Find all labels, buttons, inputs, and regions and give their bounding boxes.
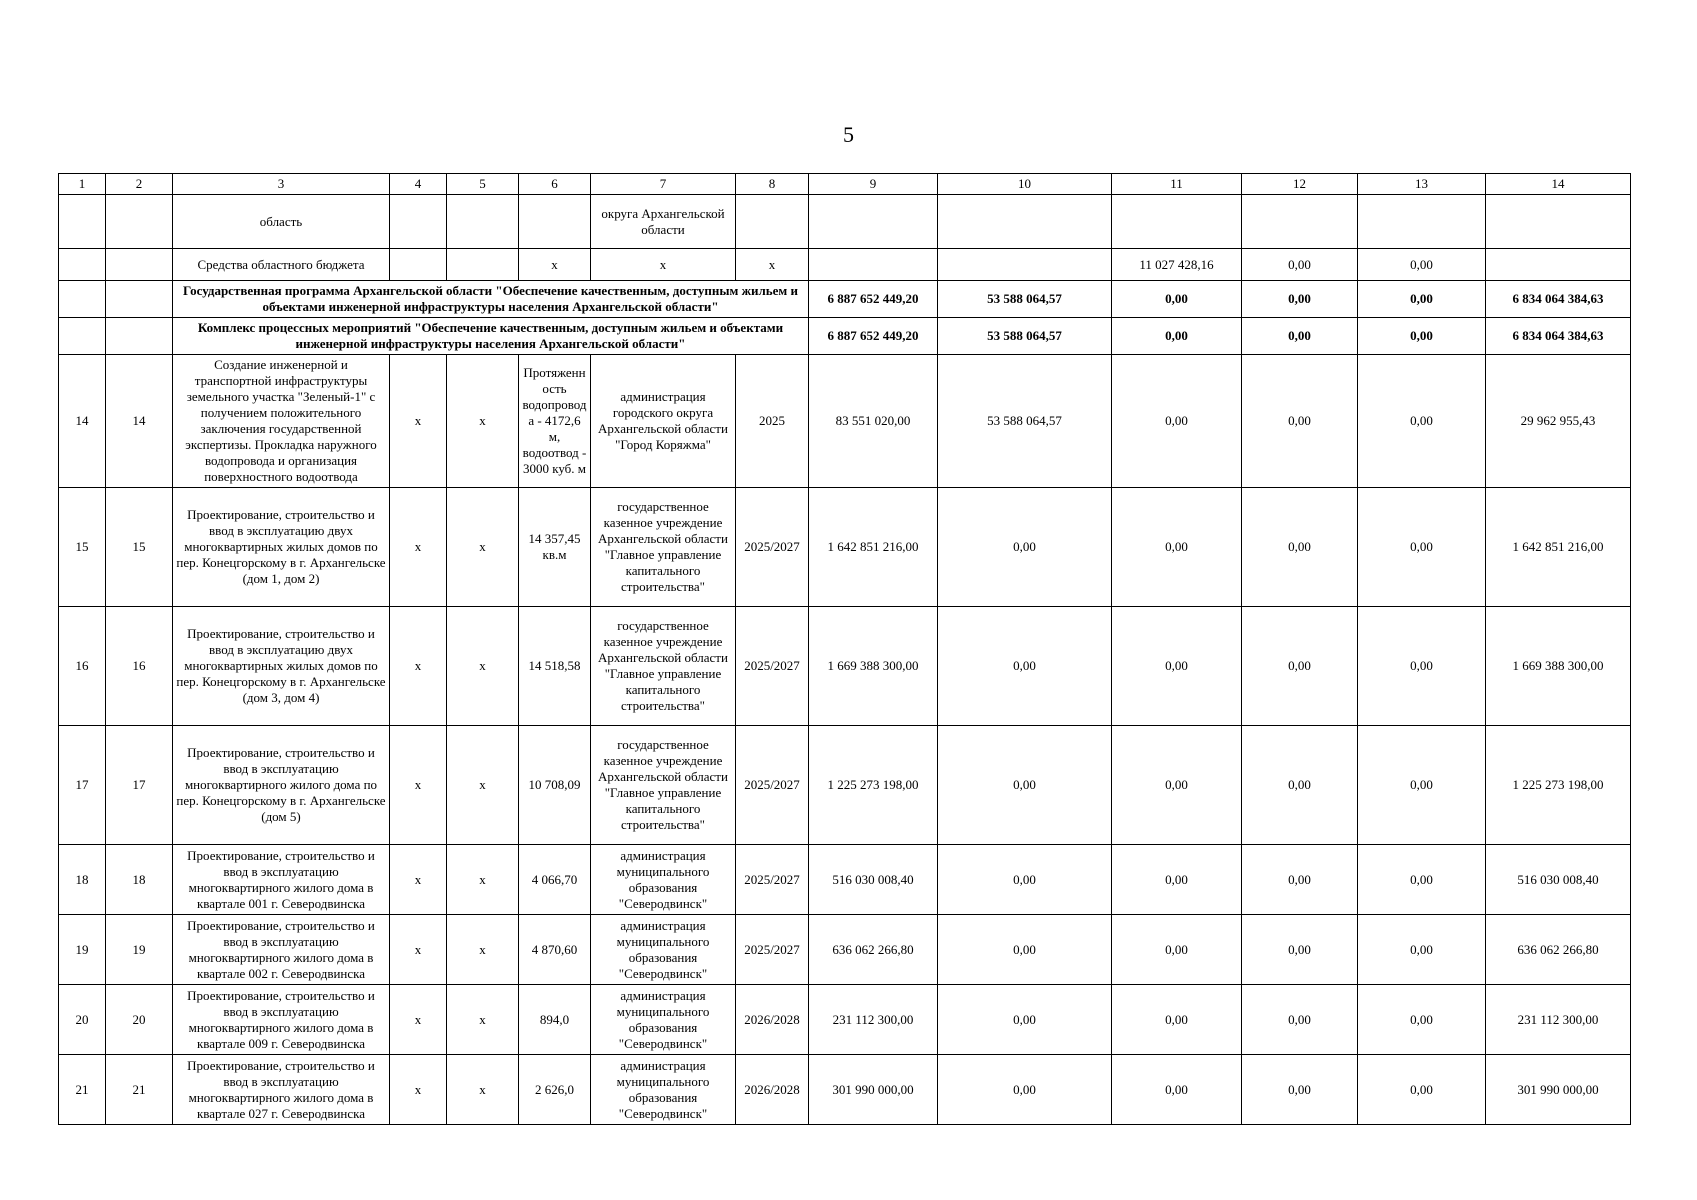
process-complex-row — [59, 318, 1631, 355]
amount-cell: 11 027 428,16 — [1112, 249, 1242, 281]
state-program-row — [59, 281, 1631, 318]
activity-name: Проектирование, строительство и ввод в эксплуатацию многоквартирного жилого дома в квартале 001 г. Северодвинска — [173, 845, 390, 915]
executor: государственное казенное учреждение Архангельской области "Главное управление капитального строительства" — [591, 726, 736, 845]
table-row: 16 16 Проектирование, строительство и ввод в эксплуатацию двух многоквартирных жилых домов по пер. Конецгорскому в г. Архангельске (дом 3, дом 4) x x 14 518,58 государственное казенное учреждение Архангельской области "Главное управление капитального строительства" 2025/2027 1 669 388 300,00 0,00 0,00 0,00 0,00 1 669 388 300,00 — [59, 607, 1631, 726]
activity-name: Проектирование, строительство и ввод в эксплуатацию многоквартирного жилого дома по пер. Конецгорскому в г. Архангельске (дом 5) — [173, 726, 390, 845]
capacity: 894,0 — [519, 985, 591, 1055]
table-row: 17 17 Проектирование, строительство и ввод в эксплуатацию многоквартирного жилого дома по пер. Конецгорскому в г. Архангельске (дом 5) x x 10 708,09 государственное казенное учреждение Архангельской области "Главное управление капитального строительства" 2025/2027 1 225 273 198,00 0,00 0,00 0,00 0,00 1 225 273 198,00 — [59, 726, 1631, 845]
cell-x: x — [736, 249, 809, 281]
period: 2025 — [736, 355, 809, 488]
table-row: 18 18 Проектирование, строительство и ввод в эксплуатацию многоквартирного жилого дома в квартале 001 г. Северодвинска x x 4 066,70 администрация муниципального образования "Северодвинск" 2025/2027 516 030 008,40 0,00 0,00 0,00 0,00 516 030 008,40 — [59, 845, 1631, 915]
activity-name: Проектирование, строительство и ввод в эксплуатацию многоквартирного жилого дома в квартале 027 г. Северодвинска — [173, 1055, 390, 1125]
executor: администрация муниципального образования "Северодвинск" — [591, 845, 736, 915]
period: 2025/2027 — [736, 915, 809, 985]
col-header: 4 — [390, 174, 447, 195]
capacity: 4 066,70 — [519, 845, 591, 915]
period: 2026/2028 — [736, 985, 809, 1055]
amount-cell: 0,00 — [1358, 249, 1486, 281]
col-header: 10 — [938, 174, 1112, 195]
executor: государственное казенное учреждение Архангельской области "Главное управление капитального строительства" — [591, 488, 736, 607]
col-header: 6 — [519, 174, 591, 195]
continuation-text: область — [173, 195, 390, 249]
table-row: 21 21 Проектирование, строительство и ввод в эксплуатацию многоквартирного жилого дома в квартале 027 г. Северодвинска x x 2 626,0 администрация муниципального образования "Северодвинск" 2026/2028 301 990 000,00 0,00 0,00 0,00 0,00 301 990 000,00 — [59, 1055, 1631, 1125]
total-cell: 0,00 — [1112, 318, 1242, 355]
capacity: 14 357,45 кв.м — [519, 488, 591, 607]
total-cell: 0,00 — [1242, 281, 1358, 318]
process-complex-title: Комплекс процессных мероприятий "Обеспечение качественным, доступным жильем и объектами инженерной инфраструктуры населения Архангельской области" — [173, 318, 809, 355]
page-number: 5 — [843, 122, 854, 147]
total-cell: 0,00 — [1358, 281, 1486, 318]
cell-x: x — [591, 249, 736, 281]
col-header: 5 — [447, 174, 519, 195]
activity-name: Проектирование, строительство и ввод в эксплуатацию многоквартирного жилого дома в квартале 002 г. Северодвинска — [173, 915, 390, 985]
total-cell: 6 834 064 384,63 — [1486, 281, 1631, 318]
period: 2026/2028 — [736, 1055, 809, 1125]
table-row: 15 15 Проектирование, строительство и ввод в эксплуатацию двух многоквартирных жилых домов по пер. Конецгорскому в г. Архангельске (дом 1, дом 2) x x 14 357,45 кв.м государственное казенное учреждение Архангельской области "Главное управление капитального строительства" 2025/2027 1 642 851 216,00 0,00 0,00 0,00 0,00 1 642 851 216,00 — [59, 488, 1631, 607]
col-header: 8 — [736, 174, 809, 195]
executor: администрация городского округа Архангельской области "Город Коряжма" — [591, 355, 736, 488]
period: 2025/2027 — [736, 845, 809, 915]
executor: администрация муниципального образования "Северодвинск" — [591, 1055, 736, 1125]
capacity: Протяженность водопровода - 4172,6 м, водоотвод - 3000 куб. м — [519, 355, 591, 488]
total-cell: 0,00 — [1358, 318, 1486, 355]
activity-name: Проектирование, строительство и ввод в эксплуатацию двух многоквартирных жилых домов по пер. Конецгорскому в г. Архангельске (дом 3, дом 4) — [173, 607, 390, 726]
capacity: 14 518,58 — [519, 607, 591, 726]
col-header: 2 — [106, 174, 173, 195]
total-cell: 6 834 064 384,63 — [1486, 318, 1631, 355]
total-cell: 0,00 — [1112, 281, 1242, 318]
capacity: 2 626,0 — [519, 1055, 591, 1125]
col-header: 1 — [59, 174, 106, 195]
total-cell: 6 887 652 449,20 — [809, 281, 938, 318]
total-cell: 0,00 — [1242, 318, 1358, 355]
table-row: 19 19 Проектирование, строительство и ввод в эксплуатацию многоквартирного жилого дома в квартале 002 г. Северодвинска x x 4 870,60 администрация муниципального образования "Северодвинск" 2025/2027 636 062 266,80 0,00 0,00 0,00 0,00 636 062 266,80 — [59, 915, 1631, 985]
budget-table — [58, 173, 1631, 1125]
total-cell: 6 887 652 449,20 — [809, 318, 938, 355]
table-row: 14 14 Создание инженерной и транспортной инфраструктуры земельного участка "Зеленый-1" с получением положительного заключения государственной экспертизы. Прокладка наружного водопровода и организация поверхностного водоотвода x x Протяженность водопровода - 4172,6 м, водоотвод - 3000 куб. м администрация городского округа Архангельской области "Город Коряжма" 2025 83 551 020,00 53 588 064,57 0,00 0,00 0,00 29 962 955,43 — [59, 355, 1631, 488]
activity-name: Создание инженерной и транспортной инфраструктуры земельного участка "Зеленый-1" с получением положительного заключения государственной экспертизы. Прокладка наружного водопровода и организация поверхностного водоотвода — [173, 355, 390, 488]
executor: администрация муниципального образования "Северодвинск" — [591, 915, 736, 985]
continuation-row — [59, 195, 1631, 249]
col-header: 3 — [173, 174, 390, 195]
regional-budget-row — [59, 249, 1631, 281]
total-cell: 53 588 064,57 — [938, 281, 1112, 318]
table-row: 20 20 Проектирование, строительство и ввод в эксплуатацию многоквартирного жилого дома в квартале 009 г. Северодвинска x x 894,0 администрация муниципального образования "Северодвинск" 2026/2028 231 112 300,00 0,00 0,00 0,00 0,00 231 112 300,00 — [59, 985, 1631, 1055]
col-header: 12 — [1242, 174, 1358, 195]
capacity: 10 708,09 — [519, 726, 591, 845]
col-header: 14 — [1486, 174, 1631, 195]
period: 2025/2027 — [736, 726, 809, 845]
activity-name: Проектирование, строительство и ввод в эксплуатацию двух многоквартирных жилых домов по пер. Конецгорскому в г. Архангельске (дом 1, дом 2) — [173, 488, 390, 607]
state-program-title: Государственная программа Архангельской области "Обеспечение качественным, доступным жильем и объектами инженерной инфраструктуры населения Архангельской области" — [173, 281, 809, 318]
col-header: 13 — [1358, 174, 1486, 195]
period: 2025/2027 — [736, 607, 809, 726]
funding-source: Средства областного бюджета — [173, 249, 390, 281]
capacity: 4 870,60 — [519, 915, 591, 985]
executor: государственное казенное учреждение Архангельской области "Главное управление капитального строительства" — [591, 607, 736, 726]
col-header: 7 — [591, 174, 736, 195]
amount-cell: 0,00 — [1242, 249, 1358, 281]
period: 2025/2027 — [736, 488, 809, 607]
activity-name: Проектирование, строительство и ввод в эксплуатацию многоквартирного жилого дома в квартале 009 г. Северодвинска — [173, 985, 390, 1055]
col-header: 9 — [809, 174, 938, 195]
continuation-executor: округа Архангельской области — [591, 195, 736, 249]
col-header: 11 — [1112, 174, 1242, 195]
executor: администрация муниципального образования "Северодвинск" — [591, 985, 736, 1055]
cell-x: x — [519, 249, 591, 281]
column-number-row — [59, 174, 1631, 195]
total-cell: 53 588 064,57 — [938, 318, 1112, 355]
